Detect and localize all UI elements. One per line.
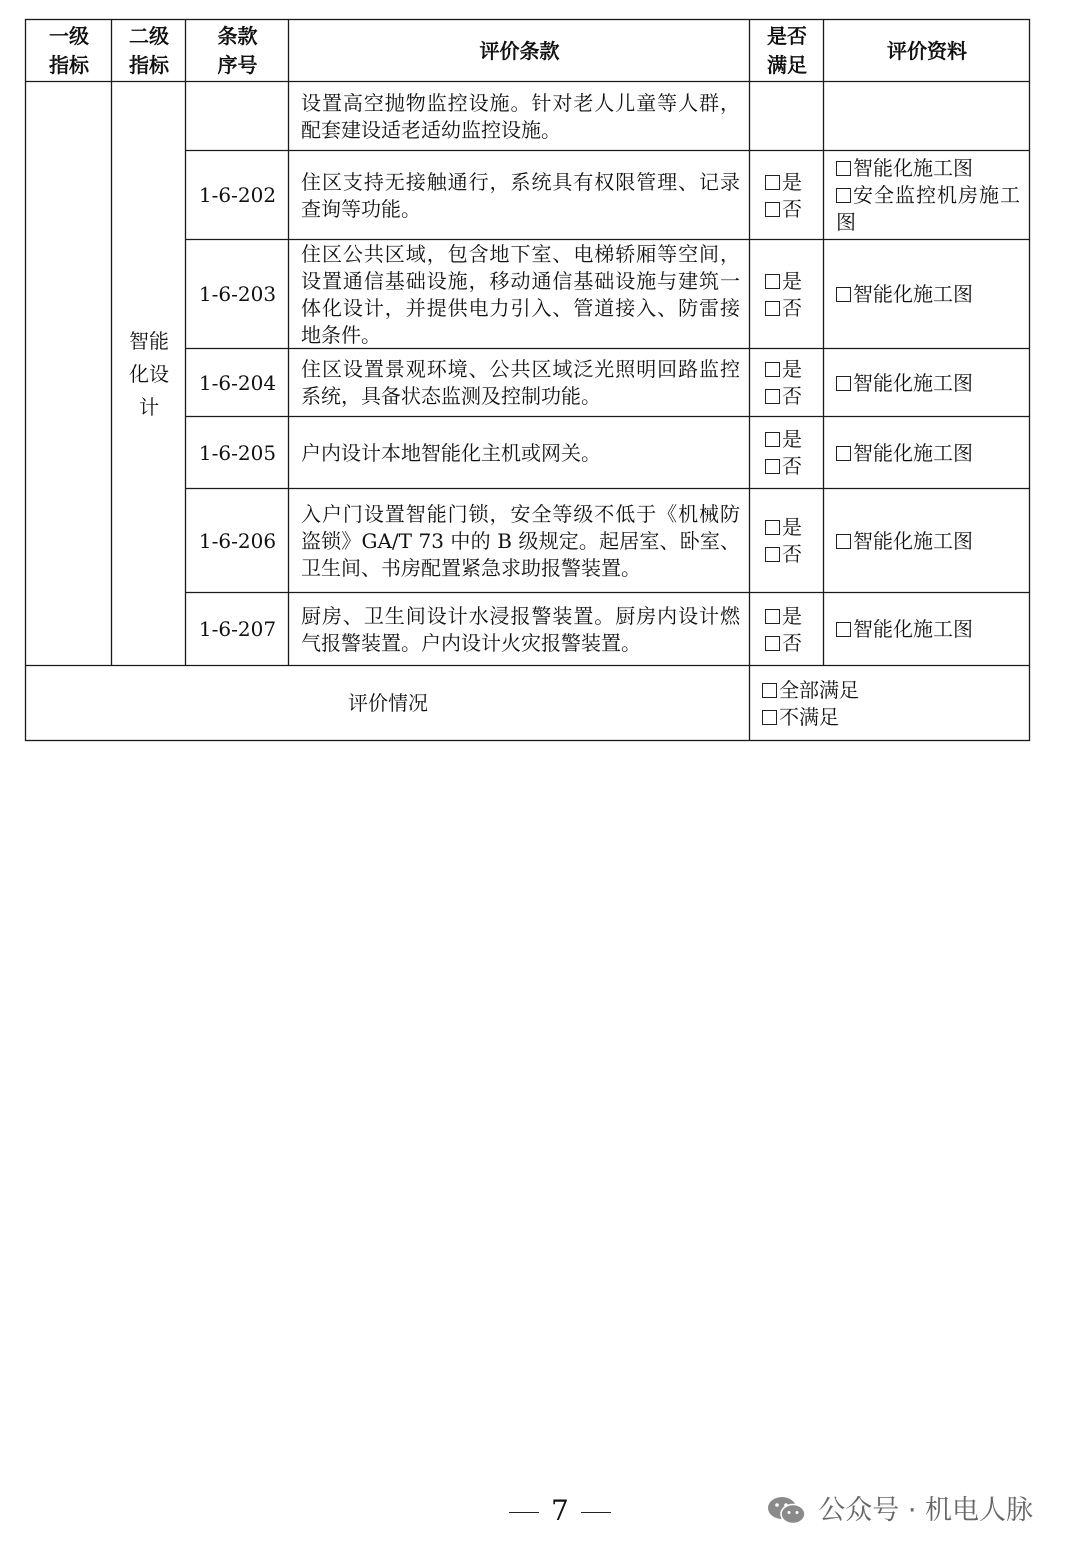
materials-list [824, 417, 1030, 489]
summary-options [750, 666, 1030, 741]
material-item[interactable] [836, 370, 973, 397]
materials-list [824, 489, 1030, 593]
checkbox-icon[interactable] [765, 459, 780, 474]
table-row-clause [289, 82, 750, 151]
watermark [766, 1492, 1033, 1530]
option-label: 否 [782, 630, 802, 655]
table-row-clause [289, 349, 750, 417]
checkbox-icon[interactable] [765, 432, 780, 447]
clause-id-text: 1-6-205 [198, 440, 277, 465]
checkbox-icon[interactable] [765, 301, 780, 316]
option-yes[interactable] [765, 514, 802, 541]
option-label: 否 [782, 196, 802, 221]
option-yes[interactable] [765, 356, 802, 383]
clause-text: 住区公共区域，包含地下室、电梯轿厢等空间，设置通信基础设施，移动通信基础设施与建筑一体化设计，并提供电力引入、管道接入、防雷接地条件。 [301, 241, 740, 347]
checkbox-icon[interactable] [762, 683, 777, 698]
material-item[interactable] [836, 155, 973, 182]
material-label: 智能化施工图 [853, 370, 973, 395]
header-level1 [26, 20, 112, 82]
table-row-clause [289, 151, 750, 240]
checkbox-icon[interactable] [765, 609, 780, 624]
material-label: 智能化施工图 [853, 528, 973, 553]
satisfied-options [750, 593, 824, 666]
watermark-text: 公众号 · 机电人脉 [818, 1495, 1033, 1526]
header-level2 [112, 20, 186, 82]
checkbox-icon[interactable] [836, 376, 851, 391]
clause-id [186, 240, 289, 349]
clause-text: 厨房、卫生间设计水浸报警装置。厨房内设计燃气报警装置。户内设计火灾报警装置。 [301, 603, 740, 655]
clause-id [186, 417, 289, 489]
header-satisfied-line: 是否 [767, 24, 807, 48]
option-no[interactable] [765, 383, 802, 410]
clause-text: 住区设置景观环境、公共区域泛光照明回路监控系统，具备状态监测及控制功能。 [301, 357, 740, 408]
table-row-clause [289, 417, 750, 489]
option-label: 是 [782, 427, 802, 451]
wechat-icon [766, 1495, 808, 1527]
header-level2-line: 指标 [129, 53, 169, 77]
clause-id [186, 593, 289, 666]
checkbox-icon[interactable] [765, 520, 780, 535]
material-item[interactable] [836, 528, 973, 555]
option-label: 否 [782, 295, 802, 320]
checkbox-icon[interactable] [836, 161, 851, 176]
material-label: 智能化施工图 [853, 617, 973, 641]
dash-left [509, 1512, 539, 1513]
material-label: 安全监控机房施工图 [836, 183, 1021, 234]
material-item[interactable] [836, 616, 973, 643]
category-label [125, 325, 173, 424]
header-clause-no-line: 序号 [217, 53, 258, 77]
satisfied-options [750, 240, 824, 349]
checkbox-icon[interactable] [836, 446, 851, 461]
option-label: 否 [782, 454, 802, 478]
clause-id-text: 1-6-206 [198, 528, 277, 553]
materials-list [824, 240, 1030, 349]
header-satisfied-line: 满足 [767, 53, 807, 77]
summary-label-cell [26, 666, 750, 741]
option-no[interactable] [765, 295, 802, 322]
option-label: 是 [782, 169, 802, 194]
header-materials-text: 评价资料 [887, 38, 967, 63]
header-clause-no [186, 20, 289, 82]
material-item[interactable] [836, 182, 1022, 236]
clause-id [186, 489, 289, 593]
category-line: 计 [139, 394, 159, 419]
summary-label: 评价情况 [348, 691, 428, 715]
option-no[interactable] [765, 196, 802, 223]
option-no[interactable] [765, 630, 802, 657]
clause-id [186, 151, 289, 240]
header-satisfied [750, 20, 824, 82]
header-clause [289, 20, 750, 82]
table-row-clause [289, 489, 750, 593]
header-clause-no-line: 条款 [217, 24, 258, 48]
material-label: 智能化施工图 [853, 282, 973, 306]
clause-text: 设置高空抛物监控设施。针对老人儿童等人群，配套建设适老适幼监控设施。 [301, 90, 740, 142]
category-cell [112, 82, 186, 666]
option-no[interactable] [765, 541, 802, 568]
page-number-text: 7 [551, 1494, 569, 1527]
checkbox-icon[interactable] [765, 202, 780, 217]
option-label: 是 [782, 268, 802, 293]
option-yes[interactable] [765, 603, 802, 630]
clause-text: 住区支持无接触通行，系统具有权限管理、记录查询等功能。 [301, 169, 740, 221]
checkbox-icon[interactable] [762, 710, 777, 725]
checkbox-icon[interactable] [836, 622, 851, 637]
material-item[interactable] [836, 281, 973, 308]
option-no[interactable] [765, 453, 802, 480]
clause-id [186, 349, 289, 417]
header-level2-line: 二级 [129, 24, 169, 48]
table-row-clause [289, 593, 750, 666]
material-item[interactable] [836, 440, 973, 467]
checkbox-icon[interactable] [765, 362, 780, 377]
page-number [497, 1492, 623, 1530]
summary-option-all[interactable] [762, 677, 859, 704]
summary-option-label: 不满足 [779, 704, 839, 729]
material-label: 智能化施工图 [853, 440, 973, 465]
checkbox-icon[interactable] [765, 389, 780, 404]
satisfied-options [750, 151, 824, 240]
option-yes[interactable] [765, 169, 802, 196]
option-label: 是 [782, 357, 802, 381]
option-label: 否 [782, 542, 802, 566]
page-footer [0, 1492, 1067, 1532]
option-label: 是 [782, 603, 802, 628]
summary-option-label: 全部满足 [779, 677, 859, 702]
checkbox-icon[interactable] [765, 636, 780, 651]
checkbox-icon[interactable] [765, 274, 780, 289]
option-label: 否 [782, 384, 802, 408]
dash-right [581, 1512, 611, 1513]
clause-id-text: 1-6-204 [198, 370, 277, 395]
header-materials [824, 20, 1030, 82]
checkbox-icon[interactable] [765, 547, 780, 562]
clause-text: 入户门设置智能门锁，安全等级不低于《机械防盗锁》GA/T 73 中的 B 级规定。起居室、卧室、卫生间、书房配置紧急求助报警装置。 [301, 501, 740, 580]
category-line: 化设 [129, 361, 169, 386]
materials-list [824, 151, 1030, 240]
satisfied-options [750, 349, 824, 417]
checkbox-icon[interactable] [765, 175, 780, 190]
header-level1-line: 一级 [49, 24, 89, 48]
option-yes[interactable] [765, 426, 802, 453]
checkbox-icon[interactable] [836, 188, 851, 203]
checkbox-icon[interactable] [836, 534, 851, 549]
satisfied-options [750, 417, 824, 489]
clause-id-text: 1-6-202 [198, 183, 277, 207]
option-label: 是 [782, 515, 802, 539]
category-line: 智能 [129, 328, 169, 353]
clause-text: 户内设计本地智能化主机或网关。 [301, 440, 601, 465]
header-clause-text: 评价条款 [479, 38, 560, 63]
table-row-clause [289, 240, 750, 349]
header-level1-line: 指标 [49, 53, 89, 77]
material-label: 智能化施工图 [853, 156, 973, 180]
checkbox-icon[interactable] [836, 287, 851, 302]
clause-id-text: 1-6-203 [198, 282, 277, 306]
summary-option-not[interactable] [762, 704, 839, 731]
satisfied-options [750, 489, 824, 593]
materials-list [824, 593, 1030, 666]
clause-id-text: 1-6-207 [198, 617, 277, 641]
materials-list [824, 349, 1030, 417]
option-yes[interactable] [765, 268, 802, 295]
